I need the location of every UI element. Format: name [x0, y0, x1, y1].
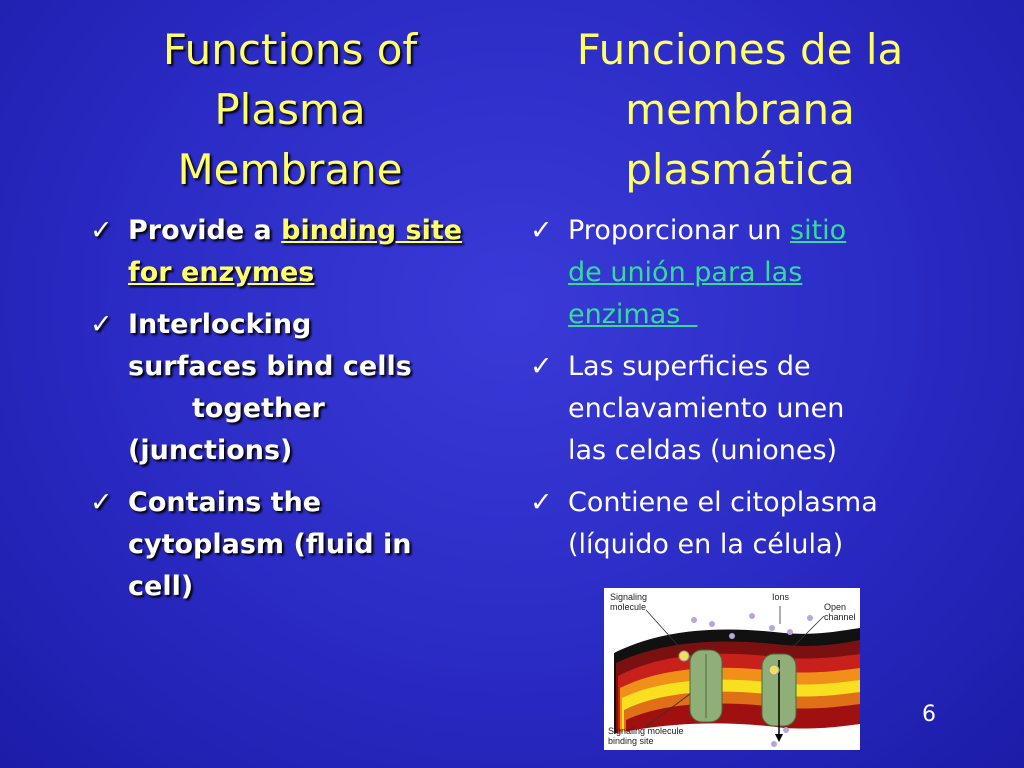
item-text: cytoplasm (fluid in	[128, 529, 412, 560]
list-item	[90, 304, 490, 472]
checkmark-icon: ✓	[90, 309, 113, 340]
item-text: Proporcionar un	[568, 215, 791, 246]
item-text: together	[192, 393, 325, 424]
checkmark-icon: ✓	[90, 215, 113, 246]
page-number: 6	[922, 702, 936, 727]
bullet-list-english	[90, 210, 490, 618]
title-es-line-3: plasmática	[625, 145, 855, 194]
list-item	[530, 482, 950, 566]
label-signaling: Signaling	[610, 592, 648, 602]
ion-icon	[807, 615, 813, 621]
item-text: Interlocking	[128, 309, 312, 340]
link-text[interactable]: de unión para las	[568, 257, 803, 288]
item-text: cell)	[128, 571, 194, 602]
ion-icon	[787, 629, 793, 635]
label-open: Open	[824, 602, 847, 612]
label-binding-line-2: binding site	[608, 736, 654, 746]
title-english	[120, 20, 460, 200]
item-text: (junctions)	[128, 435, 293, 466]
item-text: Provide a	[128, 215, 282, 246]
item-text: Contains the	[128, 487, 322, 518]
item-text: Las superficies de	[568, 351, 811, 382]
title-en-line-3: Membrane	[177, 145, 403, 194]
checkmark-icon: ✓	[530, 351, 553, 382]
label-binding-line-1: Signaling molecule	[608, 726, 684, 736]
checkmark-icon: ✓	[90, 487, 113, 518]
highlight-text: for enzymes	[128, 257, 315, 288]
title-en-line-1: Functions of	[162, 25, 418, 74]
item-text: Contiene el citoplasma	[568, 487, 878, 518]
ion-icon	[709, 621, 715, 627]
ion-icon	[729, 633, 735, 639]
membrane-channel-diagram	[604, 588, 860, 750]
label-channel: channel	[824, 612, 856, 622]
list-item	[90, 482, 490, 608]
title-es-line-1: Funciones de la	[576, 25, 904, 74]
checkmark-icon: ✓	[530, 487, 553, 518]
signaling-molecule-icon	[679, 651, 689, 661]
item-text: enclavamiento unen	[568, 393, 845, 424]
list-item	[90, 210, 490, 294]
highlight-text: binding site	[281, 215, 463, 246]
checkmark-icon: ✓	[530, 215, 553, 246]
signaling-molecule-icon	[769, 665, 779, 675]
item-text: (líquido en la célula)	[568, 529, 844, 560]
title-es-line-2: membrana	[625, 85, 855, 134]
item-text: surfaces bind cells	[128, 351, 412, 382]
ion-icon	[769, 625, 775, 631]
link-text[interactable]: enzimas	[568, 299, 698, 330]
list-item	[530, 346, 950, 472]
bullet-list-spanish	[530, 210, 950, 576]
title-en-line-2: Plasma	[214, 85, 366, 134]
membrane-channel-illustration	[604, 588, 860, 750]
ion-icon	[783, 727, 789, 733]
label-molecule: molecule	[610, 602, 647, 612]
label-ions: Ions	[772, 592, 790, 602]
link-text[interactable]: sitio	[790, 215, 847, 246]
ion-icon	[771, 741, 777, 747]
ion-icon	[691, 617, 697, 623]
title-spanish	[540, 20, 940, 200]
ion-icon	[749, 613, 755, 619]
item-text: las celdas (uniones)	[568, 435, 838, 466]
list-item	[530, 210, 950, 336]
